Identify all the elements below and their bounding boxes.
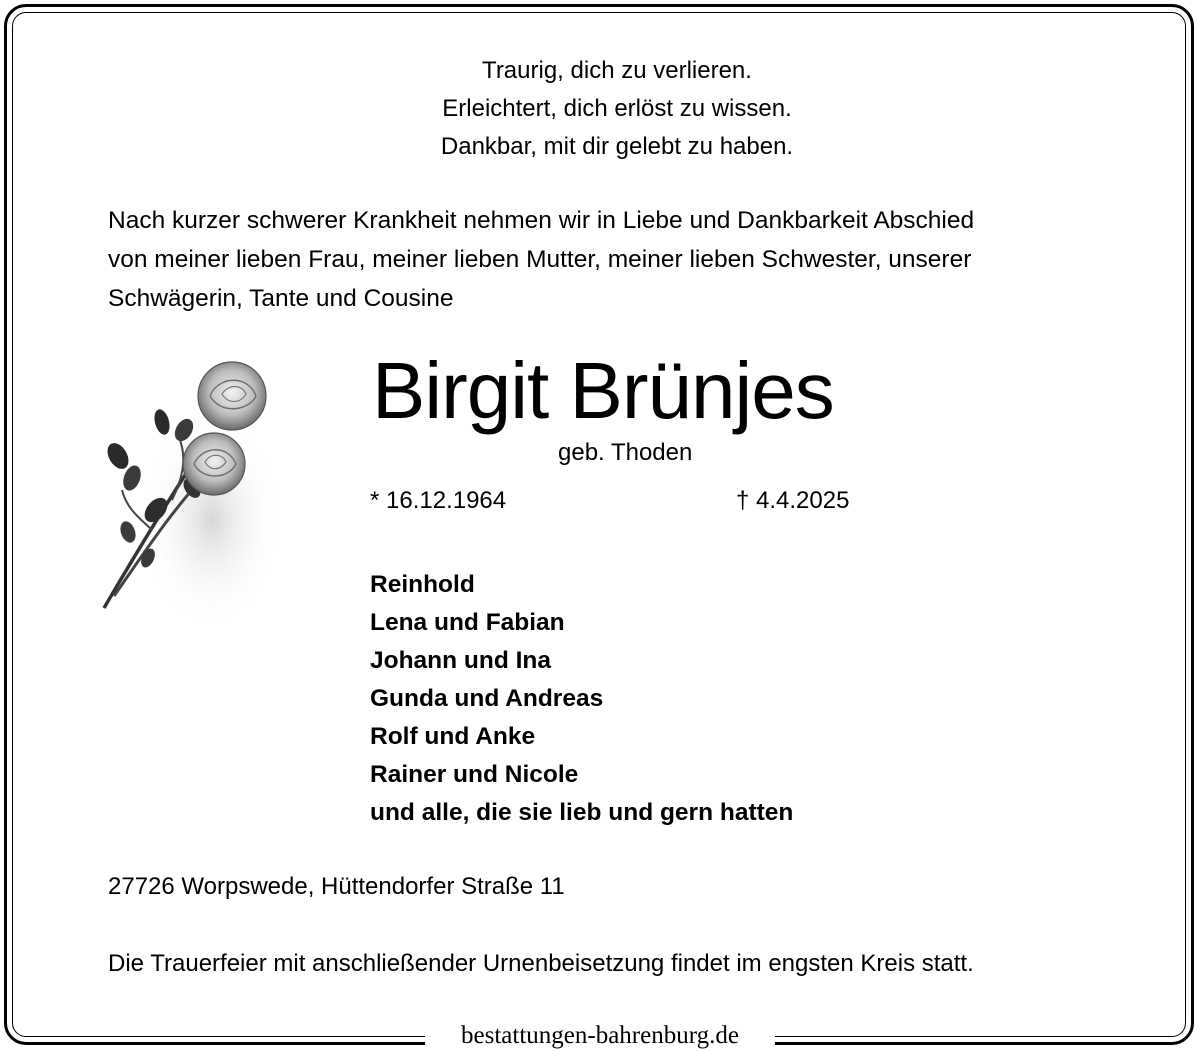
motto-line: Traurig, dich zu verlieren. — [482, 57, 752, 84]
mourner-entry: Reinhold — [370, 571, 475, 598]
mourner-entry: Lena und Fabian — [370, 609, 565, 636]
mourner-entry: Rainer und Nicole — [370, 761, 579, 788]
motto-verse — [0, 52, 1200, 166]
intro-line: von meiner lieben Frau, meiner lieben Mutter, meiner lieben Schwester, unserer — [108, 246, 972, 273]
mourners-list — [370, 566, 793, 832]
motto-line: Erleichtert, dich erlöst zu wissen. — [442, 95, 792, 122]
address: 27726 Worpswede, Hüttendorfer Straße 11 — [108, 873, 565, 900]
intro-line: Schwägerin, Tante und Cousine — [108, 285, 454, 312]
intro-text — [108, 201, 1168, 318]
mourner-entry: Johann und Ina — [370, 647, 552, 674]
service-note: Die Trauerfeier mit anschließender Urnenbeisetzung findet im engsten Kreis statt. — [108, 950, 974, 977]
motto-line: Dankbar, mit dir gelebt zu haben. — [440, 133, 794, 160]
mourner-entry: Rolf und Anke — [370, 723, 536, 750]
maiden-name: geb. Thoden — [558, 439, 693, 466]
mourner-entry: Gunda und Andreas — [370, 685, 604, 712]
death-date: † 4.4.2025 — [736, 487, 850, 514]
deceased-name: Birgit Brünjes — [372, 346, 834, 435]
birth-date: * 16.12.1964 — [370, 487, 507, 514]
footer-url: bestattungen-bahrenburg.de — [461, 1022, 739, 1049]
intro-line: Nach kurzer schwerer Krankheit nehmen wir in Liebe und Dankbarkeit Abschied — [108, 207, 975, 234]
rose-illustration-icon — [92, 360, 292, 630]
mourner-entry: und alle, die sie lieb und gern hatten — [370, 799, 794, 826]
